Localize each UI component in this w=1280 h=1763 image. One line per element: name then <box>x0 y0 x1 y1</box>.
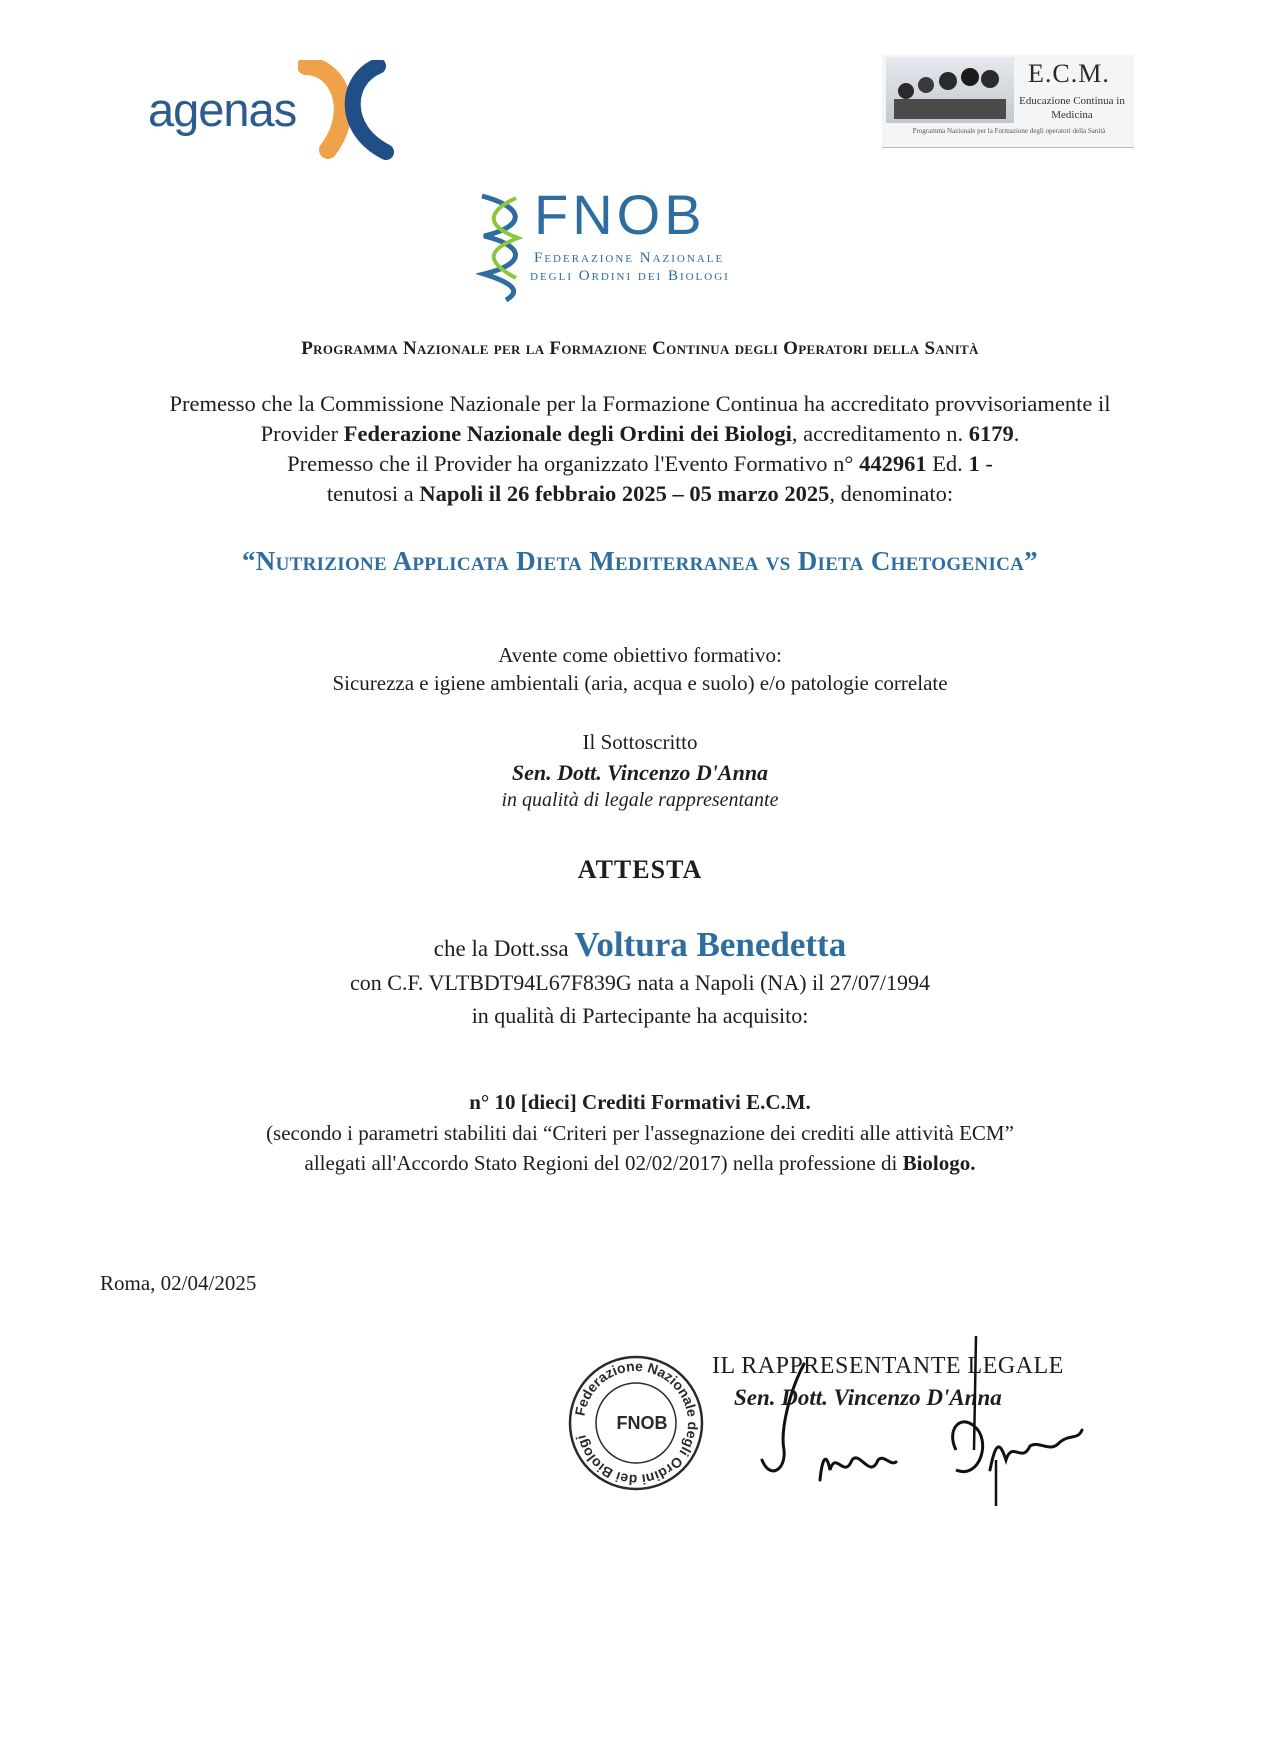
handwritten-signature <box>760 1330 1090 1510</box>
signer-role: in qualità di legale rappresentante <box>501 789 779 811</box>
fnob-logo <box>476 183 776 308</box>
recipient-prefix: che la Dott.ssa <box>433 936 575 961</box>
ecm-footer: Programma Nazionale per la Formazione degli operatori della Sanità <box>912 127 1106 135</box>
credits-line: n° 10 [dieci] Crediti Formativi E.C.M. <box>469 1090 811 1114</box>
signer-intro: Il Sottoscritto <box>582 730 698 754</box>
fnob-helix-icon <box>476 192 526 302</box>
fnob-wordmark: FNOB <box>534 183 706 246</box>
event-number: 442961 <box>859 451 927 476</box>
ecm-people-icon <box>886 57 1014 123</box>
fnob-subtitle-line1: Federazione Nazionale <box>534 250 725 266</box>
premise-line-3 <box>0 449 1280 479</box>
event-title: “Nutrizione Applicata Dieta Mediterranea vs Dieta Chetogenica” <box>241 546 1038 576</box>
premise-line-1: Premesso che la Commissione Nazionale per la Formazione Continua ha accreditato provvisoriamente il <box>169 391 1111 416</box>
edition-number: 1 <box>968 451 980 476</box>
edition-prefix: Ed. <box>926 451 969 476</box>
ecm-subtitle: Educazione Continua in Medicina <box>1019 95 1125 121</box>
place-prefix: tenutosi a <box>326 481 420 506</box>
stamp-center-text: FNOB <box>616 1413 668 1433</box>
recipient-name: Voltura Benedetta <box>574 925 847 964</box>
premise-line-2 <box>0 419 1280 449</box>
signer-name: Sen. Dott. Vincenzo D'Anna <box>511 760 769 785</box>
agenas-x-icon <box>298 60 402 160</box>
criteria-line-2 <box>0 1151 1280 1176</box>
premise-line-3-end: - <box>979 451 993 476</box>
event-number-prefix: Premesso che il Provider ha organizzato l'Evento Formativo n° <box>287 451 860 476</box>
criteria-line-2-text: allegati all'Accordo Stato Regioni del 02/02/2017) nella professione di <box>304 1151 903 1175</box>
premise-line-4 <box>0 479 1280 509</box>
fnob-stamp <box>566 1353 706 1493</box>
accreditation-number: 6179 <box>968 421 1014 446</box>
ecm-figures-image <box>886 57 1014 123</box>
criteria-line-1: (secondo i parametri stabiliti dai “Criteri per l'assegnazione dei crediti alle attività ECM” <box>266 1121 1014 1145</box>
recipient-fiscal-code: con C.F. VLTBDT94L67F839G nata a Napoli (NA) il 27/07/1994 <box>350 970 930 995</box>
premise-provider-prefix: Provider <box>260 421 344 446</box>
objective-label: Avente come obiettivo formativo: <box>498 643 782 667</box>
agenas-wordmark: agenas <box>148 83 297 136</box>
attesta-heading: ATTESTA <box>577 855 703 884</box>
programme-heading: Programma Nazionale per la Formazione Continua degli Operatori della Sanità <box>301 338 979 359</box>
objective-text: Sicurezza e igiene ambientali (aria, acqua e suolo) e/o patologie correlate <box>332 671 948 695</box>
agenas-logo <box>142 58 402 168</box>
recipient-line <box>0 925 1280 965</box>
recipient-acquired: in qualità di Partecipante ha acquisito: <box>471 1003 809 1028</box>
place-date: Roma, 02/04/2025 <box>100 1271 257 1295</box>
event-place-dates: Napoli il 26 febbraio 2025 – 05 marzo 2025 <box>419 481 830 506</box>
premise-accreditation-prefix: , accreditamento n. <box>791 421 969 446</box>
ecm-title: E.C.M. <box>1028 59 1110 88</box>
legal-rep-title: IL RAPPRESENTANTE LEGALE <box>712 1353 1064 1379</box>
stamp-ring-text: Federazione Nazionale degli Ordini dei Biologi <box>571 1357 702 1489</box>
ecm-logo <box>882 55 1134 148</box>
fnob-subtitle-line2: degli Ordini dei Biologi <box>530 268 730 284</box>
premise-line-2-end: . <box>1013 421 1020 446</box>
premise-line-4-end: , denominato: <box>829 481 954 506</box>
legal-rep-name: Sen. Dott. Vincenzo D'Anna <box>734 1385 1002 1410</box>
profession: Biologo. <box>902 1151 976 1175</box>
provider-name: Federazione Nazionale degli Ordini dei Biologi <box>343 421 792 446</box>
